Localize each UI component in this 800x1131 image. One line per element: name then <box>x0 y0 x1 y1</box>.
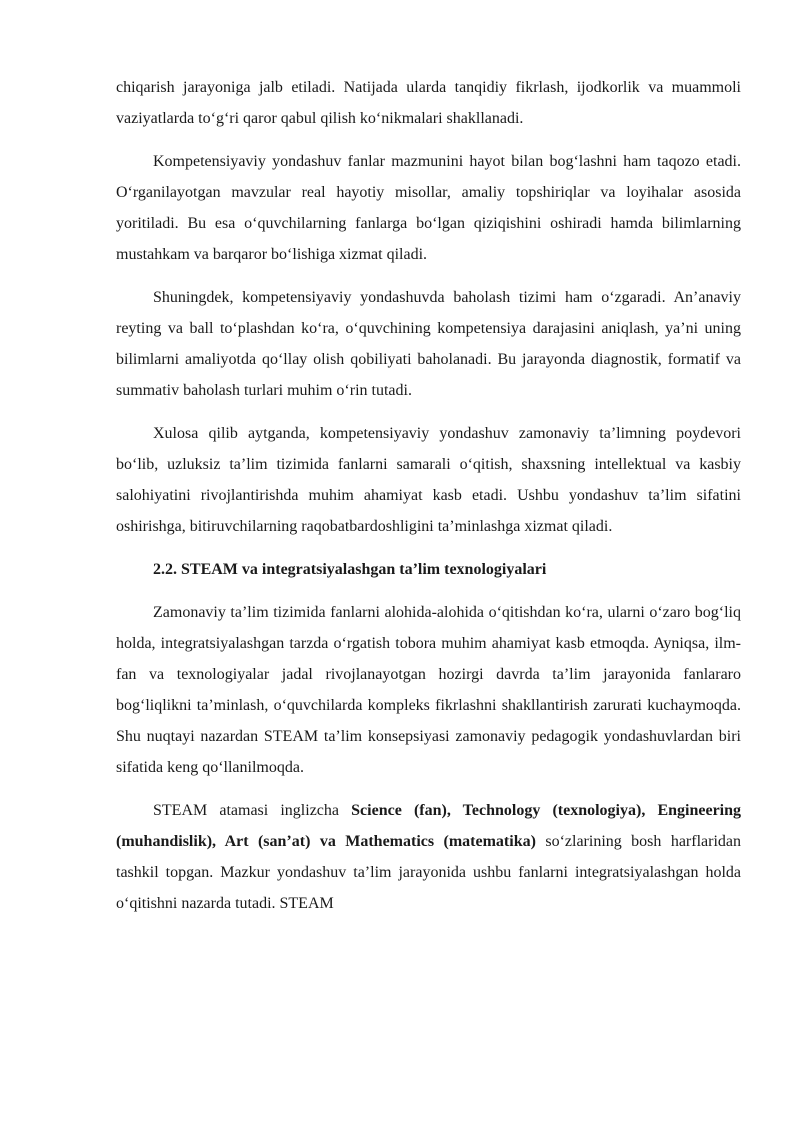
paragraph-continuation: chiqarish jarayoniga jalb etiladi. Natijada ularda tanqidiy fikrlash, ijodkorlik va muammoli vaziyatlarda to‘g‘ri qaror qabul qilish ko‘nikmalari shakllanadi. <box>116 79 741 127</box>
paragraph-conclusion: Xulosa qilib aytganda, kompetensiyaviy yondashuv zamonaviy ta’limning poydevori bo‘lib, uzluksiz ta’lim tizimida fanlarni samarali o‘qitish, shaxsning intellektual va kasbiy salohiyatini rivojlantirishda muhim ahamiyat kasb etadi. Ushbu yondashuv ta’lim sifatini oshirishga, bitiruvchilarning raqobatbardoshligini ta’minlashga xizmat qiladi. <box>116 425 741 535</box>
paragraph-steam-definition <box>116 795 741 919</box>
paragraph-competency-life: Kompetensiyaviy yondashuv fanlar mazmunini hayot bilan bog‘lashni ham taqozo etadi. O‘rganilayotgan mavzular real hayotiy misollar, amaliy topshiriqlar va loyihalar asosida yoritiladi. Bu esa o‘quvchilarning fanlarga bo‘lgan qiziqishini oshiradi hamda bilimlarning mustahkam va barqaror bo‘lishiga xizmat qiladi. <box>116 153 741 263</box>
document-page <box>116 72 741 931</box>
steam-acronym-expansion: Science (fan), Technology (texnologiya), Engineering (muhandislik), Art (san’at) va Mathematics (matematika) <box>116 802 742 850</box>
steam-rest-text: so‘zlarining bosh harflaridan tashkil topgan. Mazkur yondashuv ta’lim jarayonida ushbu fanlarni integratsiyalashgan holda o‘qitishni nazarda tutadi. STEAM <box>116 833 741 912</box>
section-heading: 2.2. STEAM va integratsiyalashgan ta’lim texnologiyalari <box>153 561 547 578</box>
paragraph-integration: Zamonaviy ta’lim tizimida fanlarni alohida-alohida o‘qitishdan ko‘ra, ularni o‘zaro bog‘liq holda, integratsiyalashgan tarzda o‘rgatish tobora muhim ahamiyat kasb etmoqda. Ayniqsa, ilm-fan va texnologiyalar jadal rivojlanayotgan hozirgi davrda ta’lim jarayonida fanlararo bog‘liqlikni ta’minlash, o‘quvchilarda kompleks fikrlashni shakllantirish zarurati kuchaymoqda. Shu nuqtayi nazardan STEAM ta’lim konsepsiyasi zamonaviy pedagogik yondashuvlardan biri sifatida keng qo‘llanilmoqda. <box>116 604 741 776</box>
steam-intro-text: STEAM atamasi inglizcha <box>153 802 340 819</box>
paragraph-assessment: Shuningdek, kompetensiyaviy yondashuvda baholash tizimi ham o‘zgaradi. An’anaviy reyting va ball to‘plashdan ko‘ra, o‘quvchining kompetensiya darajasini aniqlash, ya’ni uning bilimlarni amaliyotda qo‘llay olish qobiliyati baholanadi. Bu jarayonda diagnostik, formatif va summativ baholash turlari muhim o‘rin tutadi. <box>116 289 741 399</box>
